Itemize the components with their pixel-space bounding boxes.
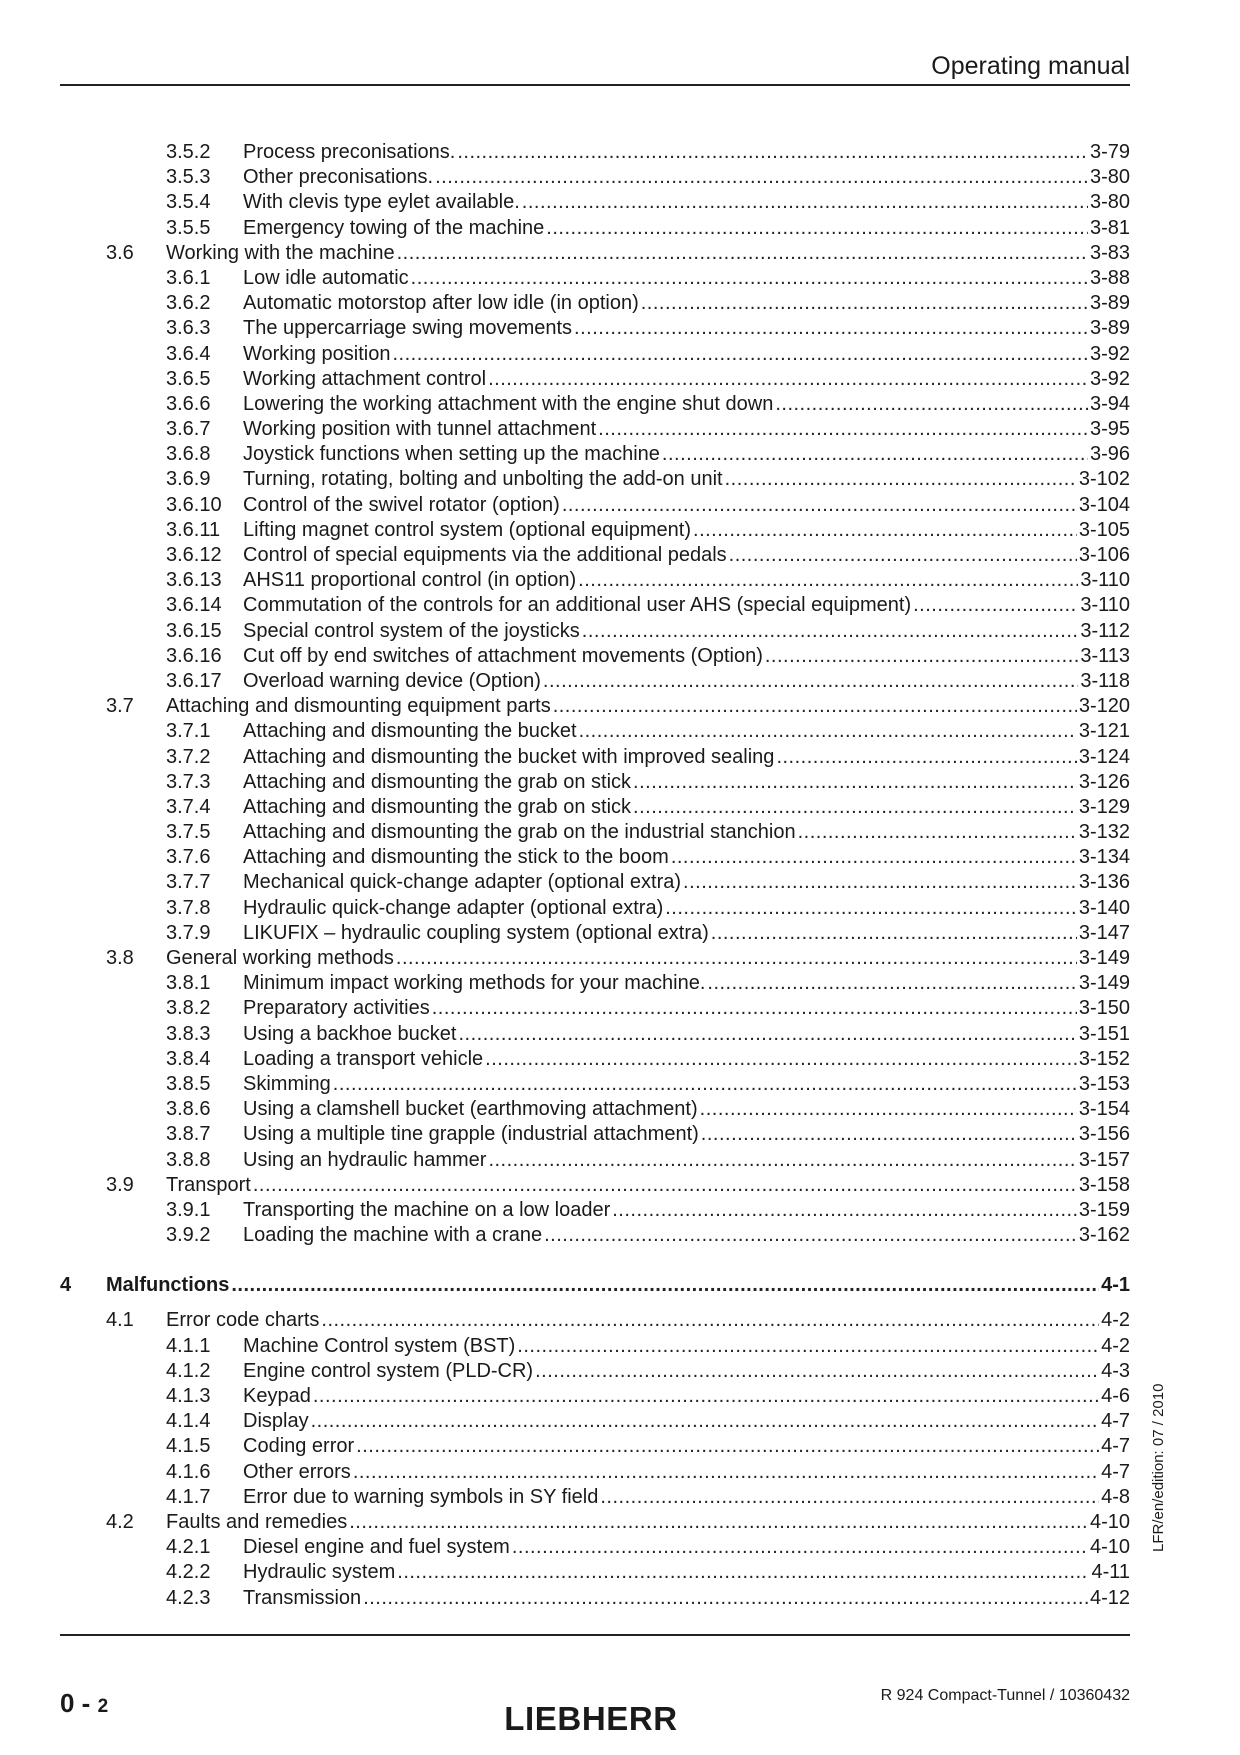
toc-entry[interactable] xyxy=(60,291,1130,316)
toc-entry[interactable] xyxy=(60,367,1130,392)
toc-entry-page: 3-110 xyxy=(1080,594,1130,617)
toc-entry[interactable] xyxy=(60,493,1130,518)
toc-entry-number: 3.5.5 xyxy=(166,216,211,239)
toc-entry-number: 3.6.14 xyxy=(166,594,222,617)
toc-leader-dots xyxy=(582,619,1079,644)
toc-leader-dots xyxy=(311,1409,1100,1434)
toc-entry-page: 3-80 xyxy=(1089,191,1130,214)
toc-leader-dots xyxy=(775,392,1088,417)
toc-entry-number: 3.6.10 xyxy=(166,493,222,516)
toc-entry-title: Error code charts xyxy=(166,1309,320,1332)
toc-entry[interactable] xyxy=(60,568,1130,593)
toc-entry[interactable] xyxy=(60,216,1130,241)
logo-text: LIEBHERR xyxy=(504,1700,678,1736)
toc-leader-dots xyxy=(512,1535,1088,1560)
toc-entry-page: 4-10 xyxy=(1089,1536,1130,1559)
toc-entry-page: 3-149 xyxy=(1078,947,1130,969)
toc-entry-number: 3.8.7 xyxy=(166,1123,211,1146)
toc-entry-number: 3.7.4 xyxy=(166,795,211,818)
toc-entry-title: Using a multiple tine grapple (industrial attachment) xyxy=(243,1123,699,1146)
toc-entry-page: 3-121 xyxy=(1078,720,1130,743)
toc-entry-title: Using a backhoe bucket xyxy=(243,1022,457,1045)
toc-entry[interactable] xyxy=(60,442,1130,467)
toc-leader-dots xyxy=(457,140,1088,165)
toc-entry-number: 3.8.5 xyxy=(166,1072,211,1095)
toc-leader-dots xyxy=(553,694,1077,719)
toc-entry-title: Malfunctions xyxy=(106,1274,230,1297)
toc-leader-dots xyxy=(321,1308,1099,1333)
toc-entry-title: Attaching and dismounting the grab on stick xyxy=(243,770,632,793)
toc-leader-dots xyxy=(707,971,1076,996)
toc-entry-number: 4 xyxy=(60,1274,72,1297)
toc-entry-page: 3-88 xyxy=(1089,266,1130,289)
edition-note: LFR/en/edition: 07 / 2010 xyxy=(1150,1383,1167,1552)
toc-leader-dots xyxy=(574,316,1088,341)
toc-entry[interactable] xyxy=(60,996,1130,1021)
toc-entry-title: AHS11 proportional control (in option) xyxy=(243,569,577,592)
toc-entry[interactable] xyxy=(60,845,1130,870)
toc-entry[interactable] xyxy=(60,1384,1130,1409)
toc-entry-title: Using a clamshell bucket (earthmoving attachment) xyxy=(243,1098,698,1121)
toc-leader-dots xyxy=(517,1334,1099,1359)
toc-entry-title: Working with the machine xyxy=(166,241,395,264)
toc-entry-number: 3.8.4 xyxy=(166,1047,211,1070)
toc-entry-number: 4.1.6 xyxy=(166,1460,211,1483)
liebherr-logo xyxy=(494,1700,688,1741)
toc-entry-title: Minimum impact working methods for your machine. xyxy=(243,972,706,995)
toc-leader-dots xyxy=(700,1097,1077,1122)
toc-entry-title: Error due to warning symbols in SY field xyxy=(243,1485,599,1508)
toc-leader-dots xyxy=(913,593,1078,618)
toc-leader-dots xyxy=(485,1047,1077,1072)
toc-entry[interactable] xyxy=(60,1535,1130,1560)
toc-entry-page: 3-140 xyxy=(1078,896,1130,919)
toc-entry-title: LIKUFIX – hydraulic coupling system (optional extra) xyxy=(243,921,709,944)
toc-leader-dots xyxy=(488,367,1088,392)
toc-entry-number: 3.8.8 xyxy=(166,1148,211,1171)
toc-entry-number: 3.8.3 xyxy=(166,1022,211,1045)
toc-entry-title: Cut off by end switches of attachment movements (Option) xyxy=(243,644,763,667)
toc-entry-number: 3.5.4 xyxy=(166,191,211,214)
toc-entry[interactable] xyxy=(60,467,1130,492)
toc-entry[interactable] xyxy=(60,1097,1130,1122)
toc-leader-dots xyxy=(546,216,1088,241)
toc-entry-title: Hydraulic system xyxy=(243,1561,396,1584)
toc-entry-page: 3-83 xyxy=(1089,241,1130,264)
toc-entry-page: 3-81 xyxy=(1089,216,1130,239)
toc-leader-dots xyxy=(253,1173,1077,1198)
toc-leader-dots xyxy=(633,795,1077,820)
toc-entry-page: 4-10 xyxy=(1089,1510,1130,1533)
toc-entry-title: Process preconisations. xyxy=(243,141,456,163)
toc-entry-page: 4-3 xyxy=(1101,1359,1130,1382)
toc-entry-number: 3.7.6 xyxy=(166,846,211,869)
toc-entry-page: 4-12 xyxy=(1089,1586,1130,1609)
toc-entry-number: 3.6.8 xyxy=(166,443,211,466)
toc-entry-page: 3-126 xyxy=(1078,770,1130,793)
toc-entry[interactable] xyxy=(60,266,1130,291)
toc-entry-number: 3.9.2 xyxy=(166,1224,211,1247)
toc-entry-title: Loading a transport vehicle xyxy=(243,1047,484,1070)
toc-entry[interactable] xyxy=(60,1560,1130,1585)
toc-entry[interactable] xyxy=(60,820,1130,845)
toc-entry-number: 3.6.6 xyxy=(166,392,211,415)
toc-entry-title: Coding error xyxy=(243,1435,355,1458)
toc-entry-number: 3.8.1 xyxy=(166,972,211,995)
toc-entry-number: 3.8.6 xyxy=(166,1098,211,1121)
toc-entry-page: 3-156 xyxy=(1078,1123,1130,1146)
toc-entry[interactable] xyxy=(60,694,1130,719)
toc-entry-number: 3.6 xyxy=(106,241,134,264)
toc-entry-title: Display xyxy=(243,1410,309,1433)
toc-entry-page: 3-152 xyxy=(1078,1047,1130,1070)
toc-entry-page: 3-154 xyxy=(1078,1098,1130,1121)
toc-entry-number: 4.2.2 xyxy=(166,1561,211,1584)
toc-entry-page: 3-94 xyxy=(1089,392,1130,415)
toc-entry-title: Transmission xyxy=(243,1586,362,1609)
toc-leader-dots xyxy=(458,1022,1076,1047)
toc-entry-page: 3-79 xyxy=(1089,141,1130,163)
toc-leader-dots xyxy=(411,266,1088,291)
toc-entry[interactable] xyxy=(60,316,1130,341)
toc-entry-page: 4-7 xyxy=(1101,1435,1130,1458)
toc-entry-title: Working position xyxy=(243,342,391,365)
toc-entry-page: 4-2 xyxy=(1101,1334,1130,1357)
toc-entry-number: 4.1.2 xyxy=(166,1359,211,1382)
toc-entry-page: 3-95 xyxy=(1089,418,1130,441)
toc-entry-number: 3.7.5 xyxy=(166,821,211,844)
toc-leader-dots xyxy=(671,845,1077,870)
toc-entry-number: 4.1 xyxy=(106,1309,134,1332)
toc-leader-dots xyxy=(729,543,1077,568)
toc-entry[interactable] xyxy=(60,1359,1130,1384)
toc-entry[interactable] xyxy=(60,1273,1130,1298)
document-reference: R 924 Compact-Tunnel / 10360432 xyxy=(880,1687,1130,1704)
toc-entry-title: Faults and remedies xyxy=(166,1510,348,1533)
toc-entry-title: Machine Control system (BST) xyxy=(243,1334,516,1357)
toc-leader-dots xyxy=(333,1072,1077,1097)
section-gap xyxy=(60,1298,1130,1308)
toc-entry[interactable] xyxy=(60,1198,1130,1223)
toc-entry-page: 3-153 xyxy=(1078,1072,1130,1095)
toc-entry-page: 3-92 xyxy=(1089,342,1130,365)
toc-entry-title: Working position with tunnel attachment xyxy=(243,418,597,441)
toc-entry-page: 3-102 xyxy=(1078,468,1130,491)
toc-leader-dots xyxy=(396,946,1077,971)
toc-entry-page: 3-106 xyxy=(1078,544,1130,566)
toc-entry-number: 4.2 xyxy=(106,1510,134,1533)
toc-entry-page: 4-7 xyxy=(1101,1410,1130,1433)
toc-entry[interactable] xyxy=(60,190,1130,215)
footer-rule xyxy=(60,1634,1130,1636)
toc-entry-page: 3-159 xyxy=(1078,1198,1130,1221)
toc-entry[interactable] xyxy=(60,1223,1130,1248)
toc-leader-dots xyxy=(397,241,1088,266)
toc-entry-title: Attaching and dismounting the grab on the industrial stanchion xyxy=(243,821,796,844)
toc-leader-dots xyxy=(683,870,1077,895)
toc-entry-number: 3.6.3 xyxy=(166,317,211,340)
toc-leader-dots xyxy=(711,921,1077,946)
toc-entry[interactable] xyxy=(60,870,1130,895)
toc-entry-number: 3.7.7 xyxy=(166,871,211,894)
toc-entry-title: Turning, rotating, bolting and unbolting the add-on unit xyxy=(243,468,723,491)
toc-entry[interactable] xyxy=(60,593,1130,618)
toc-entry-number: 4.1.1 xyxy=(166,1334,211,1357)
toc-entry-number: 3.6.1 xyxy=(166,266,211,289)
page-header-title: Operating manual xyxy=(931,52,1130,80)
toc-entry[interactable] xyxy=(60,140,1130,165)
toc-entry-page: 3-120 xyxy=(1078,695,1130,718)
toc-entry-title: The uppercarriage swing movements xyxy=(243,317,573,340)
toc-entry[interactable] xyxy=(60,392,1130,417)
toc-entry-title: Automatic motorstop after low idle (in option) xyxy=(243,292,639,315)
toc-leader-dots xyxy=(693,518,1077,543)
toc-entry-title: Transport xyxy=(166,1173,251,1196)
toc-entry-title: Joystick functions when setting up the machine xyxy=(243,443,660,466)
toc-leader-dots xyxy=(579,719,1077,744)
toc-entry-page: 4-6 xyxy=(1101,1385,1130,1407)
toc-entry-number: 3.9.1 xyxy=(166,1198,211,1221)
toc-entry-number: 3.6.17 xyxy=(166,669,222,692)
toc-entry-title: Using an hydraulic hammer xyxy=(243,1148,487,1171)
toc-leader-dots xyxy=(543,669,1078,694)
page-number-main: 0 - xyxy=(60,1688,91,1718)
toc-entry-number: 4.1.4 xyxy=(166,1410,211,1433)
table-of-contents xyxy=(60,140,1130,1611)
page-number-sub: 2 xyxy=(97,1696,109,1717)
toc-entry-number: 3.6.15 xyxy=(166,619,222,642)
toc-entry-number: 4.2.3 xyxy=(166,1586,211,1609)
toc-entry-number: 3.9 xyxy=(106,1173,134,1196)
toc-entry-number: 3.7.2 xyxy=(166,745,211,768)
toc-entry-page: 3-157 xyxy=(1078,1148,1130,1171)
toc-leader-dots xyxy=(522,190,1088,215)
toc-entry-page: 3-113 xyxy=(1080,644,1130,667)
toc-entry[interactable] xyxy=(60,518,1130,543)
toc-entry-number: 3.5.2 xyxy=(166,141,211,163)
toc-leader-dots xyxy=(725,467,1077,492)
toc-leader-dots xyxy=(356,1434,1099,1459)
toc-entry[interactable] xyxy=(60,417,1130,442)
toc-leader-dots xyxy=(562,493,1077,518)
toc-entry-page: 3-136 xyxy=(1078,871,1130,894)
toc-entry-number: 3.6.5 xyxy=(166,367,211,390)
toc-entry-title: Loading the machine with a crane xyxy=(243,1224,543,1247)
toc-entry-number: 3.7.8 xyxy=(166,896,211,919)
toc-entry-title: Emergency towing of the machine xyxy=(243,216,545,239)
toc-entry[interactable] xyxy=(60,1308,1130,1333)
toc-entry-page: 3-92 xyxy=(1089,367,1130,390)
toc-leader-dots xyxy=(578,568,1078,593)
toc-entry-title: Control of special equipments via the additional pedals xyxy=(243,544,727,566)
toc-entry-page: 3-89 xyxy=(1089,317,1130,340)
toc-leader-dots xyxy=(776,745,1076,770)
toc-entry-number: 3.8.2 xyxy=(166,997,211,1020)
toc-entry[interactable] xyxy=(60,1072,1130,1097)
toc-entry-title: Preparatory activities xyxy=(243,997,430,1020)
toc-entry-title: Commutation of the controls for an additional user AHS (special equipment) xyxy=(243,594,912,617)
toc-entry-page: 3-134 xyxy=(1078,846,1130,869)
toc-entry-number: 3.7.1 xyxy=(166,720,211,743)
toc-entry[interactable] xyxy=(60,241,1130,266)
toc-entry-number: 3.6.2 xyxy=(166,292,211,315)
toc-entry-page: 4-1 xyxy=(1101,1274,1130,1297)
toc-entry-number: 3.6.4 xyxy=(166,342,211,365)
toc-leader-dots xyxy=(701,1122,1077,1147)
toc-entry[interactable] xyxy=(60,1047,1130,1072)
toc-leader-dots xyxy=(353,1460,1099,1485)
toc-entry-number: 3.6.13 xyxy=(166,569,222,592)
toc-entry-page: 4-8 xyxy=(1101,1485,1130,1508)
toc-entry-title: Engine control system (PLD-CR) xyxy=(243,1359,534,1382)
toc-entry-page: 3-124 xyxy=(1078,745,1130,768)
toc-entry[interactable] xyxy=(60,1148,1130,1173)
toc-entry-page: 3-147 xyxy=(1078,921,1130,944)
toc-entry-page: 3-104 xyxy=(1078,493,1130,516)
toc-entry-title: Overload warning device (Option) xyxy=(243,669,541,692)
toc-leader-dots xyxy=(765,644,1078,669)
toc-entry-page: 3-132 xyxy=(1078,821,1130,844)
toc-entry[interactable] xyxy=(60,342,1130,367)
toc-entry-title: With clevis type eylet available. xyxy=(243,191,520,214)
toc-entry-title: Special control system of the joysticks xyxy=(243,619,580,642)
toc-entry-page: 3-110 xyxy=(1080,569,1130,592)
toc-entry-page: 4-11 xyxy=(1091,1561,1130,1584)
toc-leader-dots xyxy=(600,1485,1099,1510)
toc-entry-page: 3-151 xyxy=(1078,1022,1130,1045)
toc-leader-dots xyxy=(544,1223,1077,1248)
toc-entry-title: Other errors xyxy=(243,1460,351,1483)
toc-entry-number: 3.8 xyxy=(106,947,134,969)
toc-entry-title: Attaching and dismounting the grab on stick xyxy=(243,795,632,818)
toc-entry[interactable] xyxy=(60,1485,1130,1510)
toc-entry-page: 3-112 xyxy=(1080,619,1130,642)
toc-entry-page: 4-7 xyxy=(1101,1460,1130,1483)
toc-leader-dots xyxy=(349,1510,1088,1535)
toc-leader-dots xyxy=(392,342,1087,367)
toc-entry[interactable] xyxy=(60,644,1130,669)
toc-entry-number: 4.1.3 xyxy=(166,1385,211,1407)
toc-entry-title: Hydraulic quick-change adapter (optional extra) xyxy=(243,896,664,919)
toc-entry[interactable] xyxy=(60,946,1130,971)
toc-entry-page: 3-96 xyxy=(1089,443,1130,466)
toc-entry-number: 4.1.5 xyxy=(166,1435,211,1458)
page-number xyxy=(60,1688,108,1719)
toc-leader-dots xyxy=(397,1560,1089,1585)
toc-leader-dots xyxy=(798,820,1077,845)
toc-entry[interactable] xyxy=(60,921,1130,946)
toc-leader-dots xyxy=(665,896,1077,921)
toc-entry-number: 3.7 xyxy=(106,695,134,718)
toc-entry-title: Transporting the machine on a low loader xyxy=(243,1198,611,1221)
toc-entry[interactable] xyxy=(60,719,1130,744)
toc-entry-number: 4.1.7 xyxy=(166,1485,211,1508)
toc-entry-number: 3.5.3 xyxy=(166,166,211,189)
toc-entry[interactable] xyxy=(60,619,1130,644)
toc-entry-page: 3-149 xyxy=(1078,972,1130,995)
toc-leader-dots xyxy=(363,1586,1088,1611)
toc-leader-dots xyxy=(662,442,1088,467)
toc-entry-title: General working methods xyxy=(166,947,394,969)
toc-entry-page: 3-89 xyxy=(1089,292,1130,315)
toc-entry-page: 4-2 xyxy=(1101,1309,1130,1332)
toc-entry-number: 3.6.11 xyxy=(166,518,221,541)
toc-entry-title: Attaching and dismounting the stick to the boom xyxy=(243,846,669,869)
toc-entry[interactable] xyxy=(60,1460,1130,1485)
toc-leader-dots xyxy=(535,1359,1099,1384)
toc-entry-title: Working attachment control xyxy=(243,367,487,390)
toc-entry[interactable] xyxy=(60,543,1130,568)
toc-entry-number: 3.6.9 xyxy=(166,468,211,491)
toc-entry[interactable] xyxy=(60,770,1130,795)
toc-entry-title: Diesel engine and fuel system xyxy=(243,1536,510,1559)
toc-entry-page: 3-105 xyxy=(1078,518,1130,541)
toc-entry[interactable] xyxy=(60,1122,1130,1147)
toc-leader-dots xyxy=(231,1273,1099,1298)
toc-leader-dots xyxy=(432,996,1077,1021)
toc-entry-title: Low idle automatic xyxy=(243,266,409,289)
toc-entry[interactable] xyxy=(60,165,1130,190)
toc-entry-page: 3-162 xyxy=(1078,1224,1130,1247)
toc-entry[interactable] xyxy=(60,1510,1130,1535)
toc-entry-title: Attaching and dismounting the bucket xyxy=(243,720,577,743)
header-rule xyxy=(60,84,1130,86)
toc-leader-dots xyxy=(313,1384,1099,1409)
toc-entry-number: 3.6.16 xyxy=(166,644,222,667)
toc-entry[interactable] xyxy=(60,1586,1130,1611)
toc-leader-dots xyxy=(633,770,1077,795)
toc-entry-page: 3-80 xyxy=(1089,166,1130,189)
toc-entry[interactable] xyxy=(60,1409,1130,1434)
toc-entry-title: Other preconisations. xyxy=(243,166,434,189)
toc-entry[interactable] xyxy=(60,971,1130,996)
toc-entry-page: 3-129 xyxy=(1078,795,1130,818)
toc-entry-title: Lifting magnet control system (optional equipment) xyxy=(243,518,692,541)
toc-entry-page: 3-118 xyxy=(1080,669,1130,692)
toc-entry-title: Mechanical quick-change adapter (optional extra) xyxy=(243,871,682,894)
toc-entry-title: Keypad xyxy=(243,1385,311,1407)
toc-entry-title: Attaching and dismounting the bucket with improved sealing xyxy=(243,745,775,768)
toc-entry[interactable] xyxy=(60,795,1130,820)
toc-entry[interactable] xyxy=(60,1334,1130,1359)
toc-leader-dots xyxy=(488,1148,1076,1173)
toc-entry-number: 4.2.1 xyxy=(166,1536,211,1559)
toc-entry[interactable] xyxy=(60,745,1130,770)
toc-entry-number: 3.7.9 xyxy=(166,921,211,944)
toc-leader-dots xyxy=(435,165,1088,190)
toc-entry-title: Skimming xyxy=(243,1072,331,1095)
toc-entry[interactable] xyxy=(60,1173,1130,1198)
toc-entry[interactable] xyxy=(60,896,1130,921)
toc-entry-title: Control of the swivel rotator (option) xyxy=(243,493,560,516)
toc-entry-page: 3-150 xyxy=(1078,997,1130,1020)
toc-entry-page: 3-158 xyxy=(1078,1173,1130,1196)
toc-entry[interactable] xyxy=(60,669,1130,694)
toc-leader-dots xyxy=(641,291,1088,316)
toc-entry-number: 3.7.3 xyxy=(166,770,211,793)
toc-entry-number: 3.6.12 xyxy=(166,544,222,566)
toc-entry[interactable] xyxy=(60,1434,1130,1459)
toc-entry-number: 3.6.7 xyxy=(166,418,211,441)
toc-entry-title: Lowering the working attachment with the engine shut down xyxy=(243,392,774,415)
toc-entry[interactable] xyxy=(60,1022,1130,1047)
toc-leader-dots xyxy=(598,417,1088,442)
section-gap xyxy=(60,1248,1130,1273)
toc-entry-title: Attaching and dismounting equipment parts xyxy=(166,695,551,718)
toc-leader-dots xyxy=(612,1198,1077,1223)
